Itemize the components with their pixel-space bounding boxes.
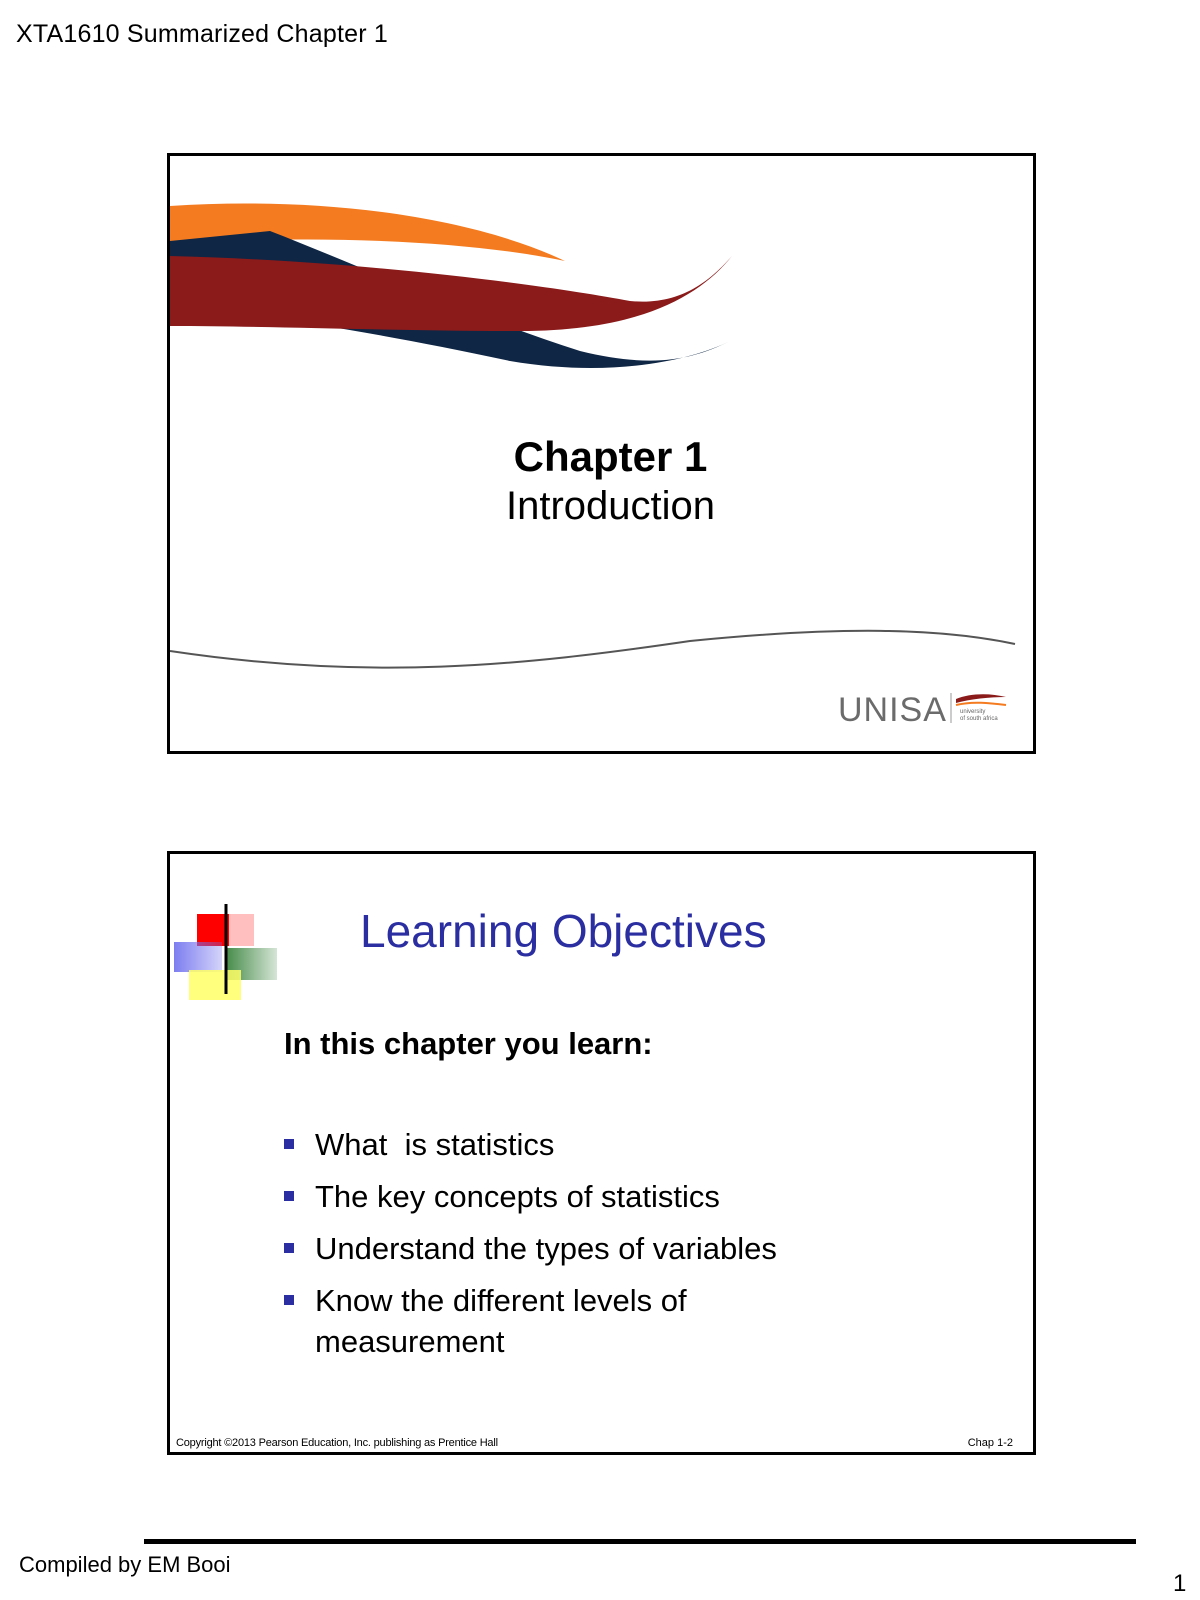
slide-learning-objectives — [167, 851, 1036, 1455]
page-number: 1 — [1173, 1570, 1187, 1597]
objectives-list — [282, 1124, 922, 1362]
slide-number: Chap 1-2 — [967, 1437, 1013, 1449]
blue-square — [174, 942, 222, 972]
list-item-text: Know the different levels of measurement — [315, 1283, 687, 1359]
square-bullet-icon — [284, 1295, 294, 1305]
list-item-text: Understand the types of variables — [315, 1231, 777, 1266]
square-bullet-icon — [284, 1139, 294, 1149]
slide-subtitle: Introduction — [505, 484, 716, 528]
slide-title-heading: Learning Objectives — [360, 905, 767, 957]
square-bullet-icon — [284, 1191, 294, 1201]
bottom-curve — [170, 631, 1015, 668]
slide-title — [167, 153, 1036, 754]
unisa-logo-tagline-1: university — [960, 709, 986, 715]
footer-rule — [144, 1539, 1136, 1544]
red-square — [197, 914, 229, 946]
list-item — [282, 1124, 922, 1165]
slide-title-heading: Chapter 1 — [513, 433, 708, 480]
list-item-text: What is statistics — [315, 1127, 555, 1162]
copyright-text: Copyright ©2013 Pearson Education, Inc. publishing as Prentice Hall — [176, 1437, 498, 1449]
list-item — [282, 1176, 922, 1217]
list-item-text: The key concepts of statistics — [315, 1179, 720, 1214]
unisa-logo-tagline-2: of south africa — [960, 716, 998, 722]
compiled-by-text: Compiled by EM Booi — [19, 1552, 231, 1577]
intro-text: In this chapter you learn: — [284, 1026, 653, 1061]
unisa-logo-text: UNISA — [838, 691, 947, 729]
list-item — [282, 1280, 922, 1362]
document-header-title: XTA1610 Summarized Chapter 1 — [16, 20, 388, 48]
red-fade — [229, 914, 254, 946]
list-item — [282, 1228, 922, 1269]
square-bullet-icon — [284, 1243, 294, 1253]
maroon-ribbon — [170, 256, 732, 331]
